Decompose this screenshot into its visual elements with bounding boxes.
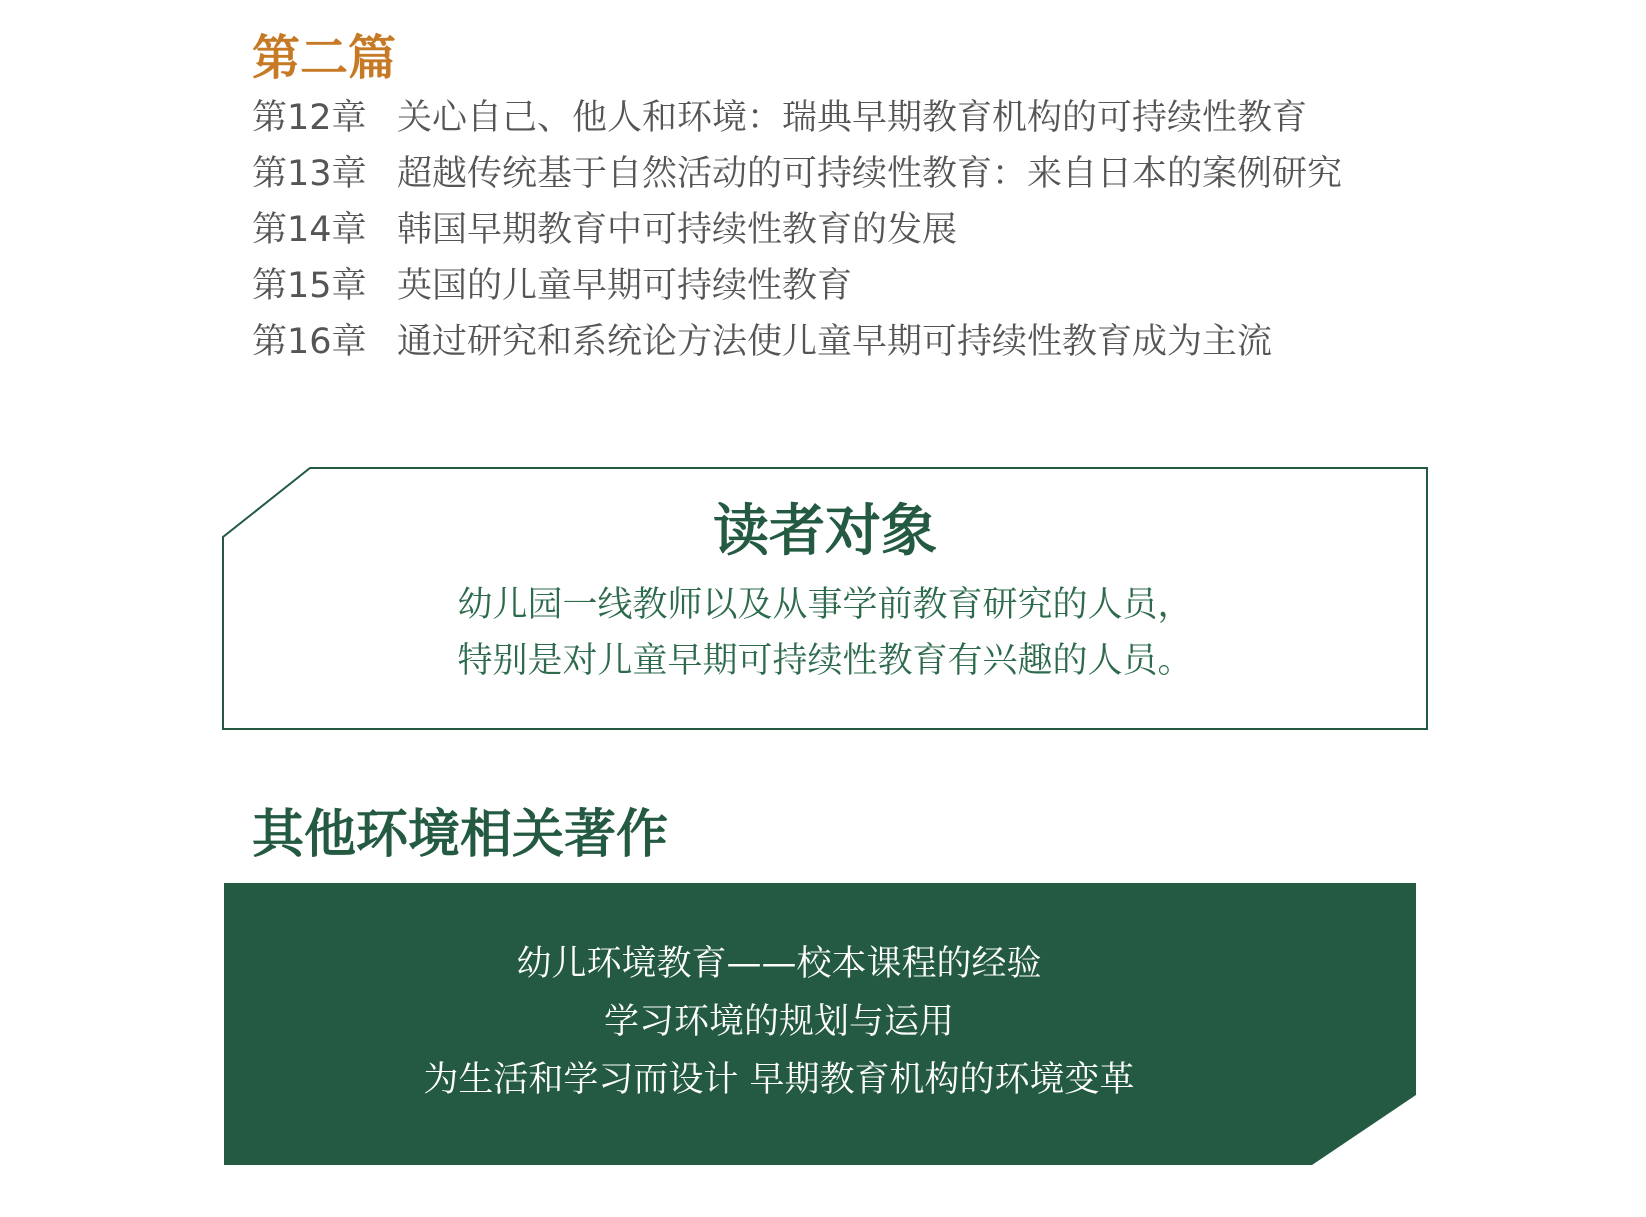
- readers-description: [222, 577, 1428, 689]
- chapter-title: 关心自己、他人和环境：瑞典早期教育机构的可持续性教育: [397, 98, 1308, 138]
- related-work-item: 为生活和学习而设计 早期教育机构的环境变革: [423, 1060, 1135, 1100]
- related-work-item: 幼儿环境教育——校本课程的经验: [516, 944, 1042, 984]
- chapter-title: 通过研究和系统论方法使儿童早期可持续性教育成为主流: [397, 322, 1273, 362]
- chapter-title: 超越传统基于自然活动的可持续性教育：来自日本的案例研究: [397, 154, 1343, 194]
- chapter-number: 第16章: [252, 322, 367, 362]
- readers-line: 特别是对儿童早期可持续性教育有兴趣的人员。: [457, 641, 1193, 681]
- related-works-list: [224, 935, 1334, 1109]
- readers-box: [222, 467, 1428, 730]
- chapter-number: 第15章: [252, 266, 367, 306]
- related-works-box: [224, 883, 1416, 1165]
- chapter-row: [252, 202, 1342, 258]
- chapter-number: 第12章: [252, 98, 367, 138]
- chapter-row: [252, 90, 1342, 146]
- chapter-row: [252, 258, 1342, 314]
- chapter-number: 第13章: [252, 154, 367, 194]
- chapter-title: 韩国早期教育中可持续性教育的发展: [397, 210, 958, 250]
- chapter-number: 第14章: [252, 210, 367, 250]
- chapter-row: [252, 314, 1342, 370]
- part-heading: 第二篇: [252, 30, 397, 86]
- related-work-item: 学习环境的规划与运用: [603, 1002, 954, 1042]
- chapter-list: [252, 90, 1342, 370]
- chapter-row: [252, 146, 1342, 202]
- readers-title: 读者对象: [713, 499, 937, 564]
- chapter-title: 英国的儿童早期可持续性教育: [397, 266, 853, 306]
- readers-line: 幼儿园一线教师以及从事学前教育研究的人员，: [457, 585, 1193, 625]
- related-works-heading: 其他环境相关著作: [252, 805, 669, 865]
